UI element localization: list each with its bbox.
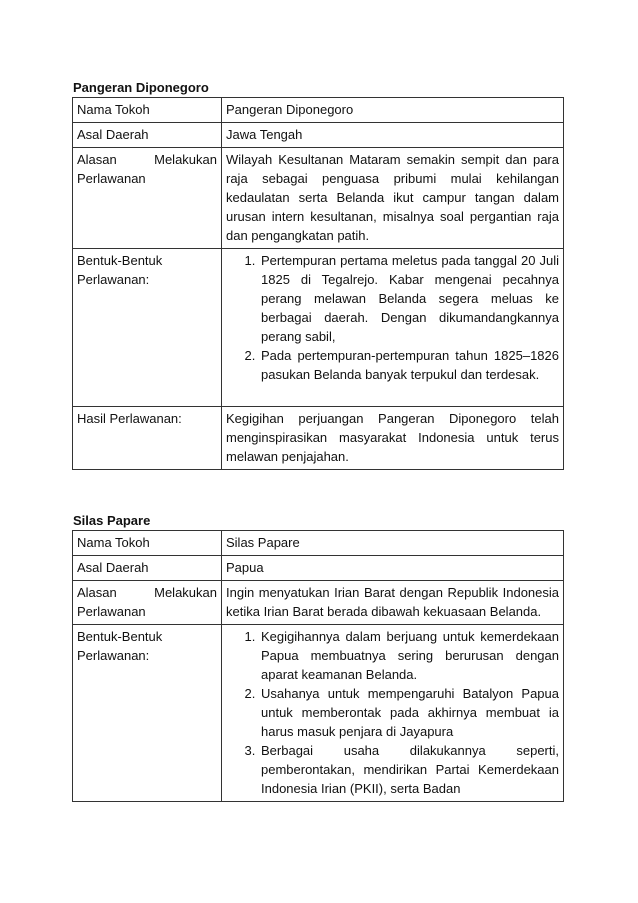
table-row	[73, 249, 564, 407]
row-label: Asal Daerah	[73, 556, 222, 581]
row-label	[73, 249, 222, 407]
row-value: Wilayah Kesultanan Mataram semakin sempit dan para raja sebagai penguasa pribumi mulai kehilangan kedaulatan serta Belanda ikut campur tangan dalam urusan intern kesultanan, misalnya soal pergantian raja dan pengangkatan patih.	[222, 148, 564, 249]
label-line: Perlawanan:	[77, 272, 150, 287]
list-item: 1. Pertempuran pertama meletus pada tanggal 20 Juli 1825 di Tegalrejo. Kabar mengenai pecahnya perang melawan Belanda segera meluas ke berbagai daerah. Dengan dikumandangkannya perang sabil,	[259, 251, 559, 346]
numbered-list	[226, 251, 559, 384]
row-label: Asal Daerah	[73, 123, 222, 148]
label-line: Perlawanan	[77, 171, 146, 186]
label-line: Bentuk-Bentuk	[77, 629, 163, 644]
row-value: Ingin menyatukan Irian Barat dengan Republik Indonesia ketika Irian Barat berada dibawah kekuasaan Belanda.	[222, 581, 564, 625]
table-row	[73, 98, 564, 123]
label-line: Alasan Melakukan	[77, 585, 217, 600]
table-row	[73, 407, 564, 470]
table-row	[73, 625, 564, 802]
section-diponegoro	[72, 79, 564, 470]
numbered-list	[226, 627, 559, 798]
row-value	[222, 249, 564, 407]
label-line: Alasan Melakukan	[77, 152, 217, 167]
row-value: Silas Papare	[222, 531, 564, 556]
profile-table	[72, 530, 564, 802]
list-item: 2. Pada pertempuran-pertempuran tahun 1825–1826 pasukan Belanda banyak terpukul dan terdesak.	[259, 346, 559, 384]
label-line: Perlawanan	[77, 604, 146, 619]
row-label: Nama Tokoh	[73, 531, 222, 556]
row-label	[73, 148, 222, 249]
row-value: Kegigihan perjuangan Pangeran Diponegoro telah menginspirasikan masyarakat Indonesia untuk terus melawan penjajahan.	[222, 407, 564, 470]
row-label	[73, 625, 222, 802]
row-label: Hasil Perlawanan:	[73, 407, 222, 470]
row-label	[73, 581, 222, 625]
table-row	[73, 581, 564, 625]
list-item: 1. Kegigihannya dalam berjuang untuk kemerdekaan Papua membuatnya sering berurusan dengan aparat keamanan Belanda.	[259, 627, 559, 684]
profile-table	[72, 97, 564, 470]
row-label: Nama Tokoh	[73, 98, 222, 123]
section-heading: Pangeran Diponegoro	[73, 80, 209, 95]
list-item: 3. Berbagai usaha dilakukannya seperti, pemberontakan, mendirikan Partai Kemerdekaan Indonesia Irian (PKII), serta Badan	[259, 741, 559, 798]
row-value: Pangeran Diponegoro	[222, 98, 564, 123]
section-silas-papare	[72, 512, 564, 802]
label-line: Perlawanan:	[77, 648, 150, 663]
table-row	[73, 531, 564, 556]
row-value: Papua	[222, 556, 564, 581]
table-row	[73, 556, 564, 581]
list-item: 2. Usahanya untuk mempengaruhi Batalyon Papua untuk memberontak pada akhirnya membuat ia harus masuk penjara di Jayapura	[259, 684, 559, 741]
table-row	[73, 123, 564, 148]
label-line: Bentuk-Bentuk	[77, 253, 163, 268]
table-row	[73, 148, 564, 249]
row-value: Jawa Tengah	[222, 123, 564, 148]
section-heading: Silas Papare	[73, 513, 151, 528]
row-value	[222, 625, 564, 802]
